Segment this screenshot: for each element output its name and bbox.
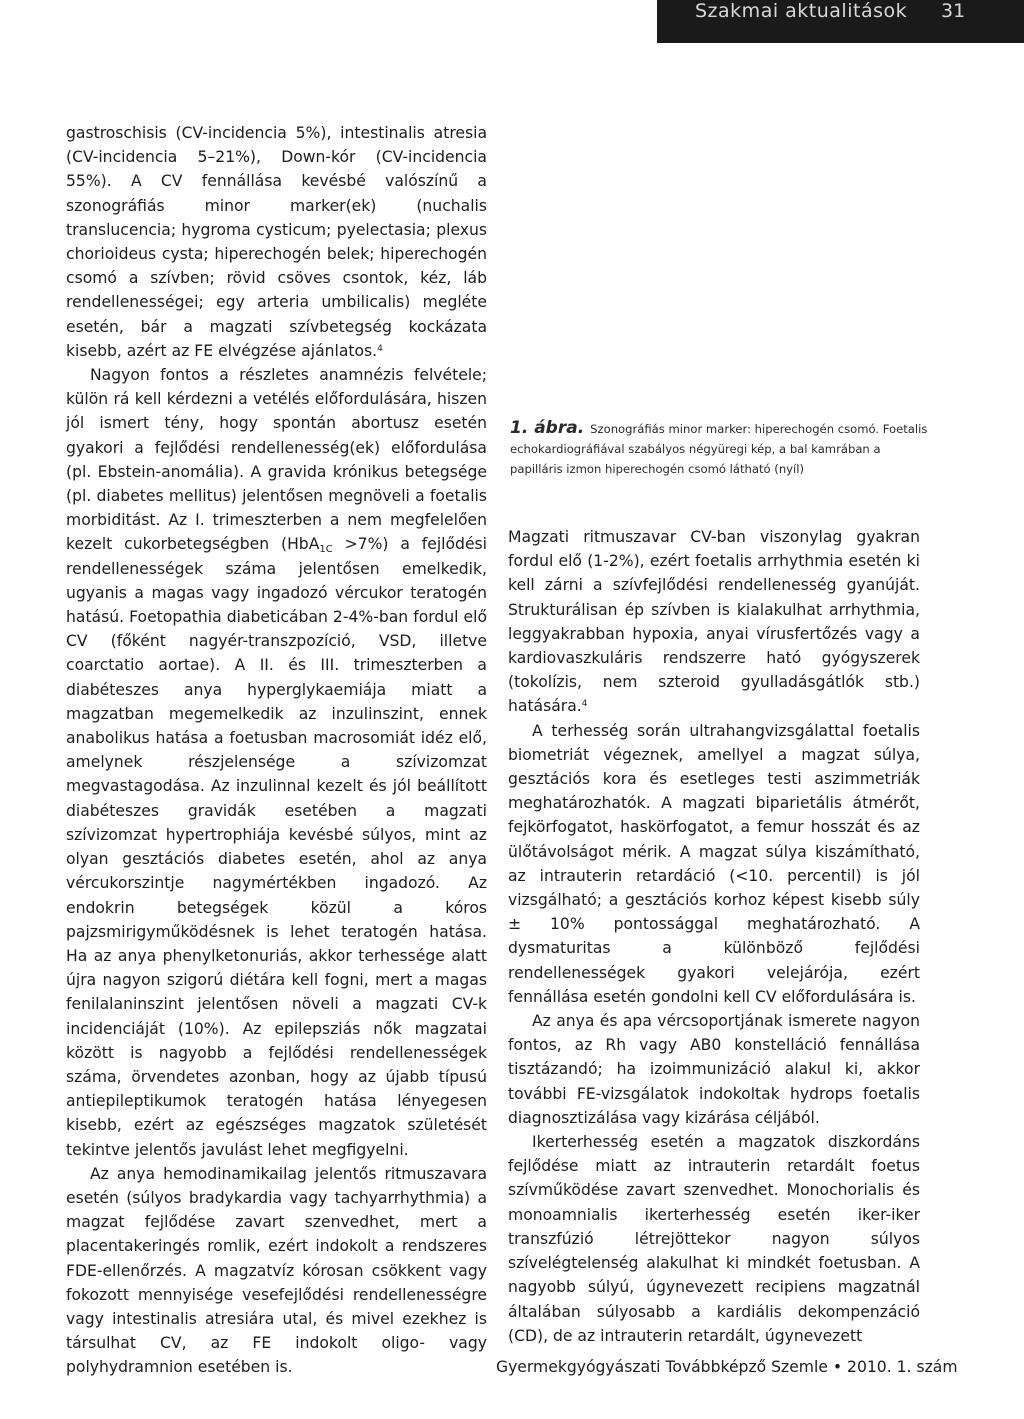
section-title: Szakmai aktualitások — [695, 0, 908, 22]
journal-footer: Gyermekgyógyászati Továbbképző Szemle • 2010. 1. szám — [496, 1358, 958, 1376]
paragraph: Nagyon fontos a részletes anamnézis felvétele; külön rá kell kérdezni a vetélés előfordulására, hiszen jól ismert tény, hogy spontán abortusz esetén gyakori a fejlődési rendellenesség(ek) előfordulása (pl. Ebstein-anomália). A gravida krónikus betegsége (pl. diabetes mellitus) jelentősen megnöveli a foetalis morbiditást. Az I. trimeszterben a nem megfelelően kezelt cukorbetegségben (HbA$_{1C}$ >7%) a fejlődési rendellenességek száma jelentősen emelkedik, ugyanis a magas vagy ingadozó vércukor teratogén hatású. Foetopathia diabeticában 2-4%-ban fordul elő CV (főként nagyér-transzpozíció, VSD, illetve coarctatio aortae). A II. és III. trimeszterben a diabéteszes anya hyperglykaemiája miatt a magzatban megemelkedik az inzulinszint, ennek anabolikus hatása a foetusban macrosomiát idéz elő, amelynek részjelensége a szívizomzat megvastagodása. Az inzulinnal kezelt és jól beállított diabéteszes gravidák esetében a magzati szívizomzat hypertrophiája kevésbé súlyos, mint az olyan gesztációs diabetes esetén, ahol az anya vércukorszintje nagymértékben ingadozó. Az endokrin betegségek közül a kóros pajzsmirigyműködésnek is lehet teratogén hatása. Ha az anya phenylketonuriás, akkor terhessége alatt újra nagyon szigorú diétára kell fogni, mert a magas fenilalaninszint jelentősen növeli a magzati CV-k incidenciáját (10%). Az epilepsziás nők magzatai között is nagyobb a fejlődési rendellenességek száma, örvendetes azonban, hogy az újabb típusú antiepileptikumok teratogén hatása lényegesen kisebb, ezért az egészséges magzatok születését tekintve jelentős javulást lehet megfigyelni. — [66, 366, 487, 1159]
paragraph: Az anya hemodinamikailag jelentős ritmuszavara esetén (súlyos bradykardia vagy tachyarrhythmia) a magzat fejlődése zavart szenvedhet, mert a placentakeringés romlik, ezért indokolt a rendszeres FDE-ellenőrzés. A magzatvíz kórosan csökkent vagy fokozott mennyisége vesefejlődési rendellenességre vagy intestinalis atresiára utal, és mivel ezekhez is társulhat CV, az FE indokolt oligo- vagy polyhydramnion esetében is. — [66, 1164, 487, 1377]
left-column — [66, 121, 487, 1380]
figure-label: 1. ábra. — [510, 418, 585, 438]
right-column — [508, 525, 920, 1348]
paragraph: Az anya és apa vércsoportjának ismerete nagyon fontos, az Rh vagy AB0 konstelláció fennállása tisztázandó; ha izoimmunizáció alakul ki, akkor további FE-vizsgálatok indokoltak hydrops foetalis diagnosztizálása vagy kizárása céljából. — [508, 1012, 920, 1127]
paragraph: A terhesség során ultrahangvizsgálattal foetalis biometriát végeznek, amellyel a magzat súlya, gesztációs kora és esetleges testi aszimmetriák meghatározhatók. A magzati biparietális átmérőt, fejkörfogatot, haskörfogatot, a femur hosszát és az ülőtávolságot mérik. A magzat súlya kiszámítható, az intrauterin retardáció (<10. percentil) is jól vizsgálható; a gesztációs korhoz képest kisebb súly ± 10% pontossággal meghatározható. A dysmaturitas a különböző fejlődési rendellenességek gyakori velejárója, ezért fennállása esetén gondolni kell CV előfordulására is. — [508, 721, 920, 1006]
reference-superscript: 4 — [377, 343, 383, 354]
page-number: 31 — [941, 0, 966, 22]
paragraph: Magzati ritmuszavar CV-ban viszonylag gyakran fordul elő (1-2%), ezért foetalis arrhythmia esetén ki kell zárni a szívfejlődési rendellenesség gyanúját. Strukturálisan ép szívben is kialakulhat arrhythmia, leggyakrabban hypoxia, anyai vírusfertőzés vagy a kardiovaszkuláris rendszerre ható gyógyszerek (tokolízis, nem szteroid gyulladásgátlók stb.) hatására.$^4$ — [508, 528, 920, 716]
figure-caption — [510, 418, 930, 479]
paragraph: gastroschisis (CV-incidencia 5%), intestinalis atresia (CV-incidencia 5–21%), Down-kór (CV-incidencia 55%). A CV fennállása kevésbé valószínű a szonográfiás minor marker(ek) (nuchalis translucencia; hygroma cysticum; pyelectasia; plexus chorioideus cysta; hiperechogén belek; hiperechogén csomó a szívben; rövid csöves csontok, kéz, láb rendellenességei; egy arteria umbilicalis) megléte esetén, bár a magzati szívbetegség kockázata kisebb, azért az FE elvégzése ajánlatos.$^4$ — [66, 124, 487, 360]
figure-caption-text: Szonográfiás minor marker: hiperechogén csomó. Foetalis echokardiográfiával szabályos négyüregi kép, a bal kamrában a papilláris izmon hiperechogén csomó látható (nyíl) — [510, 422, 928, 476]
reference-superscript: 4 — [581, 699, 588, 710]
paragraph: Ikerterhesség esetén a magzatok diszkordáns fejlődése miatt az intrauterin retardált foetus szívműködése zavart szenvedhet. Monochorialis és monoamnialis ikerterhesség esetén iker-iker transzfúzió létrejöttekor nagyon súlyos szívelégtelenség alakulhat ki mindkét foetusban. A nagyobb súlyú, úgynevezett recipiens magzatnál általában súlyosabb a kardiális dekompenzáció (CD), de az intrauterin retardált, úgynevezett — [508, 1133, 920, 1345]
subscript: 1C — [319, 544, 333, 556]
running-header — [657, 0, 1024, 43]
